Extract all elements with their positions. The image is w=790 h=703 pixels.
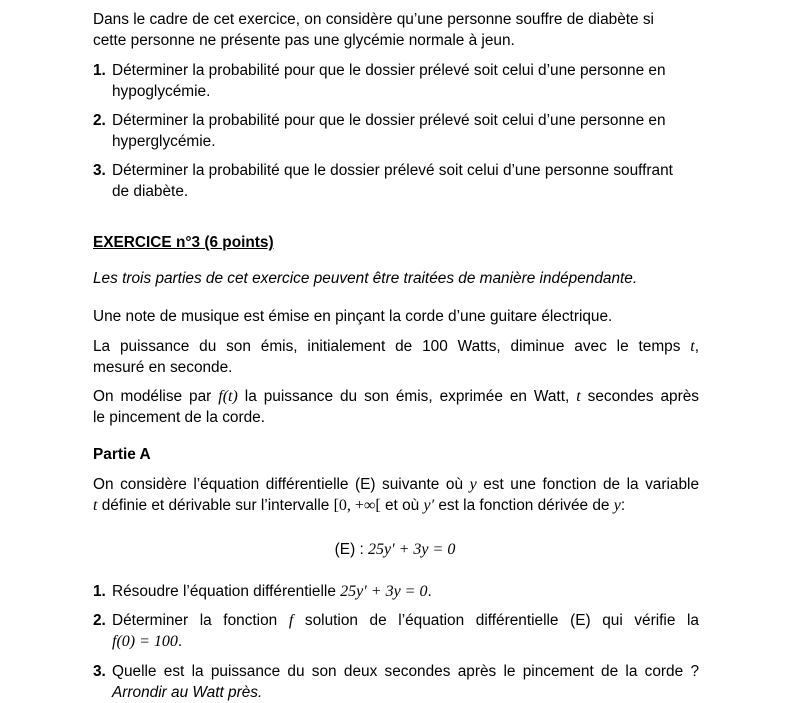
math-t: t [690,338,695,355]
math-interval: [0, +∞[ [333,497,381,514]
intro-paragraph [93,9,699,51]
question-text: Résoudre l’équation différentielle 25y′ + 3y = 0. [112,583,432,600]
partie-a-paragraph: On considère l’équation différentielle (E) suivante où y est une fonction de la variable t définie et dérivable sur l’intervalle [0, +∞[ et où y′ est la fonction dérivée de y: [93,476,700,514]
paragraph-3: On modélise par f(t) la puissance du son émis, exprimée en Watt, t secondes après le pincement de la corde. [93,388,700,426]
exercise-note: Les trois parties de cet exercice peuvent être traitées de manière indépendante. [93,270,638,287]
question-number: 3. [93,162,106,179]
question-text: Déterminer la probabilité pour que le dossier prélevé soit celui d’une personne en hypoglycémie. [112,62,666,100]
question-text: Quelle est la puissance du son deux secondes après le pincement de la corde ? Arrondir au Watt près. [112,663,699,701]
question-text: Déterminer la probabilité que le dossier prélevé soit celui d’une personne souffrant de diabète. [112,162,673,200]
question-number: 3. [93,663,106,680]
question-item [93,610,699,652]
question-number: 1. [93,583,106,600]
intro-line-2: cette personne ne présente pas une glycémie normale à jeun. [93,32,515,49]
question-text: Déterminer la fonction f solution de l’équation différentielle (E) qui vérifie la f(0) = 100. [112,612,699,650]
question-number: 2. [93,112,106,129]
math-t: t [576,388,581,405]
question-item [93,110,699,152]
math-f-of-t: f(t) [218,388,238,405]
question-number: 1. [93,62,106,79]
question-item [93,160,699,202]
paragraph-2: La puissance du son émis, initialement de 100 Watts, diminue avec le temps t, mesuré en seconde. [93,338,699,376]
question-item [93,60,699,102]
equation-math: 25y′ + 3y = 0 [368,541,456,558]
question-item [93,661,699,703]
intro-line-1: Dans le cadre de cet exercice, on considère qu’une personne souffre de diabète si [93,11,654,28]
differential-equation: (E) : 25y′ + 3y = 0 [334,541,456,558]
question-item [93,581,699,602]
exercise-title: EXERCICE n°3 (6 points) [93,234,274,251]
partie-a-title: Partie A [93,446,151,463]
question-text: Déterminer la probabilité pour que le dossier prélevé soit celui d’une personne en hyperglycémie. [112,112,666,150]
paragraph-1: Une note de musique est émise en pinçant la corde d’une guitare électrique. [93,308,613,325]
question-number: 2. [93,612,106,629]
